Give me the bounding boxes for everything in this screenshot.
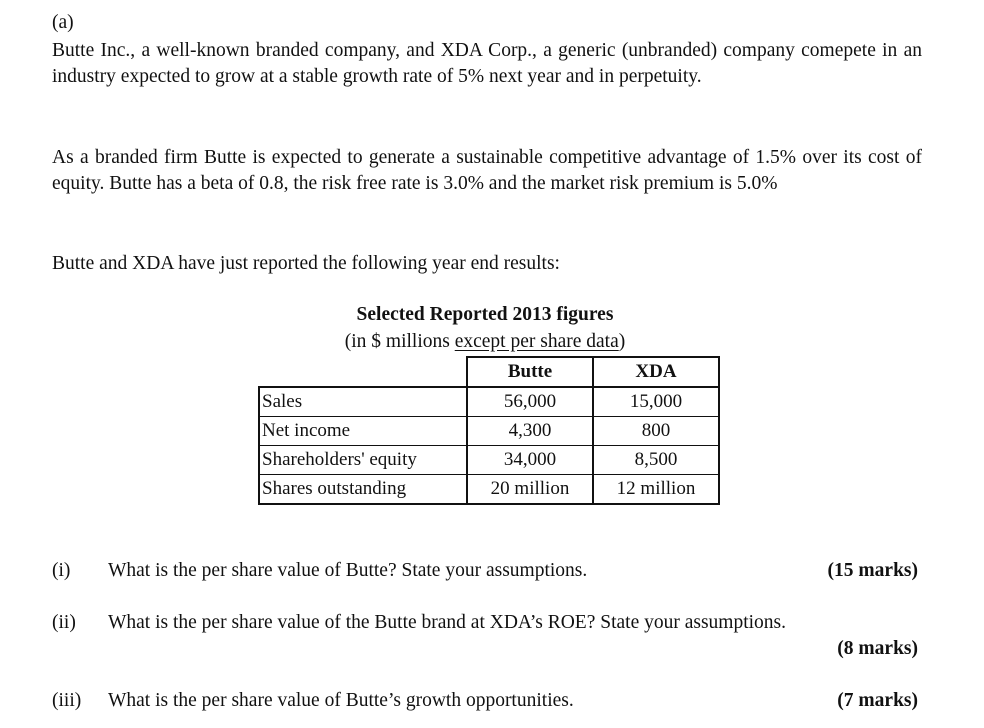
reported-figures-table xyxy=(258,356,720,505)
question-number: (iii) xyxy=(52,690,82,711)
question-number: (i) xyxy=(52,560,71,581)
table-row xyxy=(259,387,719,417)
question-i xyxy=(52,558,918,584)
question-marks: (8 marks) xyxy=(837,638,918,659)
xda-value: 12 million xyxy=(593,475,719,505)
row-label: Sales xyxy=(259,387,467,417)
table-row xyxy=(259,446,719,475)
question-text: What is the per share value of Butte? State your assumptions. xyxy=(108,560,588,581)
table-row xyxy=(259,475,719,505)
table-subtitle-prefix: (in $ millions xyxy=(344,331,455,352)
column-header-butte: Butte xyxy=(467,357,593,387)
question-number: (ii) xyxy=(52,612,76,633)
butte-value: 56,000 xyxy=(467,387,593,417)
butte-value: 20 million xyxy=(467,475,593,505)
competitive-advantage-paragraph: As a branded firm Butte is expected to generate a sustainable competitive advantage of 1.5% over its cost of equity. Butte has a beta of 0.8, the risk free rate is 3.0% and the market risk premium is 5.0% xyxy=(52,147,922,194)
row-label: Net income xyxy=(259,417,467,446)
butte-value: 34,000 xyxy=(467,446,593,475)
xda-value: 8,500 xyxy=(593,446,719,475)
results-intro-paragraph: Butte and XDA have just reported the following year end results: xyxy=(52,253,560,274)
xda-value: 800 xyxy=(593,417,719,446)
table-subtitle-underlined: except per share data xyxy=(454,331,619,352)
column-header-xda: XDA xyxy=(593,357,719,387)
table-title: Selected Reported 2013 figures xyxy=(356,304,614,325)
table-header-row xyxy=(259,357,719,387)
question-ii xyxy=(52,610,918,662)
row-label: Shares outstanding xyxy=(259,475,467,505)
row-label: Shareholders' equity xyxy=(259,446,467,475)
header-blank-cell xyxy=(259,357,467,387)
table-subtitle-suffix: ) xyxy=(618,331,626,352)
xda-value: 15,000 xyxy=(593,387,719,417)
question-marks: (7 marks) xyxy=(837,690,918,711)
table-row xyxy=(259,417,719,446)
question-iii xyxy=(52,688,918,714)
table-subtitle xyxy=(258,330,712,354)
question-marks: (15 marks) xyxy=(827,560,918,581)
butte-value: 4,300 xyxy=(467,417,593,446)
question-text: What is the per share value of the Butte brand at XDA’s ROE? State your assumptions. xyxy=(108,612,787,633)
intro-paragraph: Butte Inc., a well-known branded company, and XDA Corp., a generic (unbranded) company comepete in an industry expected to grow at a stable growth rate of 5% next year and in perpetuity. xyxy=(52,40,922,87)
question-text: What is the per share value of Butte’s growth opportunities. xyxy=(108,690,574,711)
section-label: (a) xyxy=(52,12,74,33)
